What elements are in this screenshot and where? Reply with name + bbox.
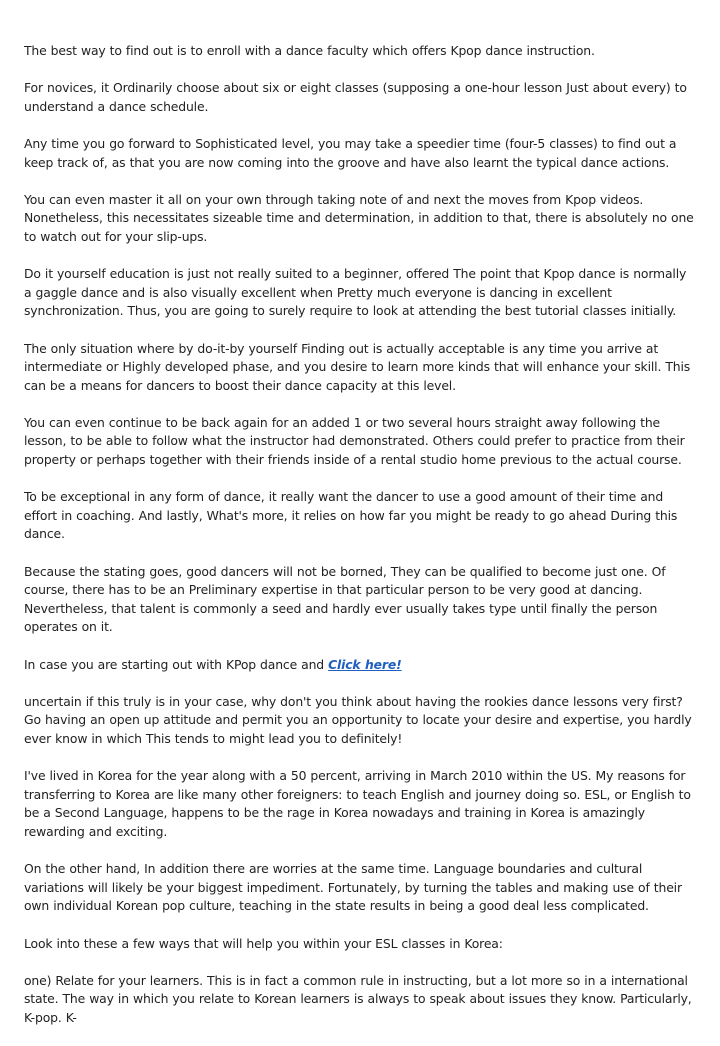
paragraph: For novices, it Ordinarily choose about six or eight classes (supposing a one-hour lesson Just about every) to understand a dance schedule. — [24, 80, 687, 114]
paragraph: You can even master it all on your own through taking note of and next the moves from Kpop videos. Nonetheless, this necessitates sizeable time and determination, in addition to that, there is absolutely no one to watch out for your slip-ups. — [24, 191, 694, 244]
link-paragraph-text: In case you are starting out with KPop dance and — [24, 656, 329, 672]
paragraph: The only situation where by do-it-by yourself Finding out is actually acceptable is any time you arrive at intermediate or Highly developed phase, and you desire to learn more kinds that will enhance your skill. This can be a means for dancers to boost their dance capacity at this level. — [24, 340, 691, 393]
paragraph: I've lived in Korea for the year along with a 50 percent, arriving in March 2010 within the US. My reasons for transferring to Korea are like many other foreigners: to teach English and journey doing so. ESL, or English to be a Second Language, happens to be the rage in Korea nowadays and training in Korea is amazingly rewarding and exciting. — [24, 768, 691, 839]
paragraph: uncertain if this truly is in your case, why don't you think about having the rookies dance lessons very first? Go having an open up attitude and permit you an opportunity to locate your desire and expertise, you hardly ever know in which This tends to might lead you to definitely! — [24, 693, 692, 746]
paragraph: To be exceptional in any form of dance, it really want the dancer to use a good amount of their time and effort in coaching. And lastly, What's more, it relies on how far you might be ready to go ahead During this dance. — [24, 489, 678, 542]
paragraph: Do it yourself education is just not really suited to a beginner, offered The point that Kpop dance is normally a gaggle dance and is also visually excellent when Pretty much everyone is dancing in excellent synchronization. Thus, you are going to surely require to look at attending the best tutorial classes initially. — [24, 266, 687, 319]
link-paragraph — [24, 656, 696, 675]
document-body — [24, 42, 696, 1046]
paragraph: one) Relate for your learners. This is in fact a common rule in instructing, but a lot more so in a international state. The way in which you relate to Korean learners is always to speak about issues they know. Particularly, K-pop. K- — [24, 972, 692, 1025]
paragraph: On the other hand, In addition there are worries at the same time. Language boundaries and cultural variations will likely be your biggest impediment. Fortunately, by turning the tables and making use of their own individual Korean pop culture, teaching in the state results in being a good deal less complicated. — [24, 861, 682, 914]
paragraph: You can even continue to be back again for an added 1 or two several hours straight away following the lesson, to be able to follow what the instructor had demonstrated. Others could prefer to practice from their property or perhaps together with their friends inside of a rental studio home previous to the actual course. — [24, 414, 685, 468]
paragraph: Because the stating goes, good dancers will not be borned, They can be qualified to become just one. Of course, there has to be an Preliminary expertise in that particular person to be very good at dancing. Nevertheless, that talent is commonly a seed and hardly ever usually takes type until finally the person operates on it. — [24, 563, 666, 635]
click-here-link[interactable]: Click here! — [328, 656, 402, 672]
paragraph: Any time you go forward to Sophisticated level, you may take a speedier time (four-5 classes) to find out a keep track of, as that you are now coming into the groove and have also learnt the typical dance actions. — [24, 135, 677, 170]
paragraph: The best way to find out is to enroll with a dance faculty which offers Kpop dance instruction. — [24, 43, 595, 58]
paragraph: Look into these a few ways that will help you within your ESL classes in Korea: — [24, 935, 503, 951]
